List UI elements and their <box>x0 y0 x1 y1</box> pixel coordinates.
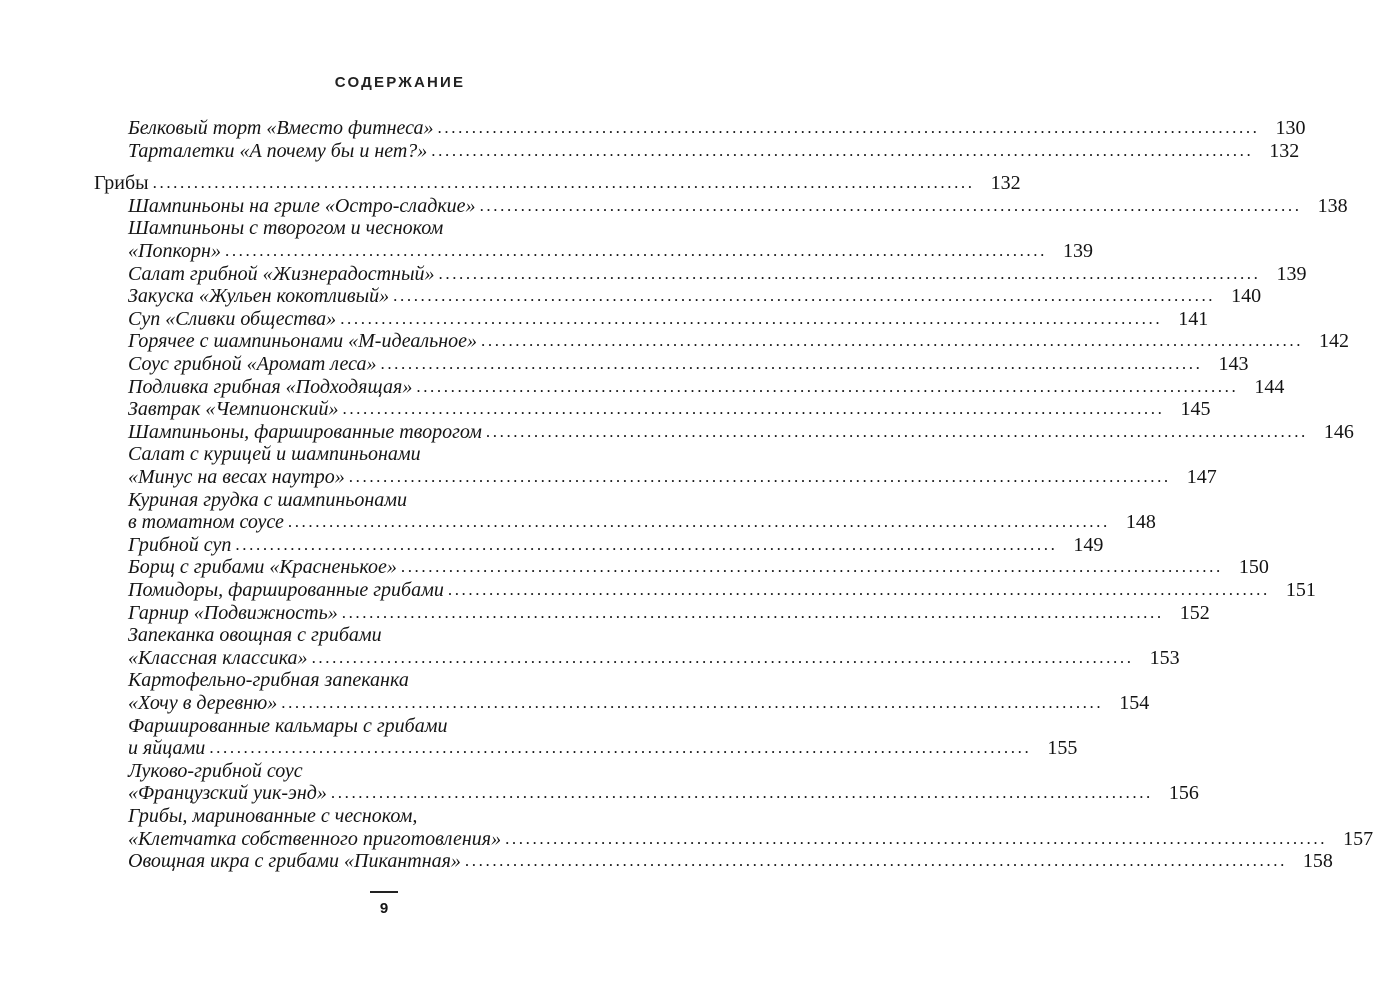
toc-entry-title: Шампиньоны на гриле «Остро-сладкие» <box>128 194 476 217</box>
dot-leader: ........................................................................................................................ <box>464 851 1287 871</box>
dot-leader: ........................................................................................................................ <box>431 140 1254 160</box>
toc-entry[interactable] <box>128 375 1285 398</box>
toc-entry[interactable] <box>128 827 1373 850</box>
toc-entry-title: Соус грибной «Аромат леса» <box>128 353 377 375</box>
dot-leader: ........................................................................................................................ <box>342 399 1165 419</box>
dot-leader: ........................................................................................................................ <box>341 602 1164 622</box>
toc-entry[interactable] <box>128 511 1156 534</box>
dot-leader: ........................................................................................................................ <box>437 118 1260 137</box>
dot-leader: ........................................................................................................................ <box>224 241 1047 260</box>
toc-page-number: 155 <box>1047 737 1078 760</box>
toc-page-number: 158 <box>1302 850 1333 873</box>
toc-page-number: 130 <box>1275 117 1306 139</box>
dot-leader: ........................................................................................................................ <box>400 557 1223 577</box>
toc-entry[interactable] <box>128 240 1093 262</box>
dot-leader: ........................................................................................................................ <box>447 580 1270 599</box>
toc-entry-title: Гарнир «Подвижность» <box>128 601 338 624</box>
toc-entry[interactable] <box>128 307 1209 330</box>
toc-page-number: 149 <box>1073 533 1104 556</box>
toc-entry-title: Завтрак «Чемпионский» <box>128 398 339 421</box>
toc-entry[interactable] <box>128 556 1269 579</box>
toc-entry-title: «Минус на весах наутро» <box>128 466 345 488</box>
toc-page-number: 141 <box>1178 307 1209 330</box>
toc-entry[interactable] <box>128 601 1210 624</box>
toc-entry[interactable] <box>128 692 1150 714</box>
footer-rule <box>370 891 398 893</box>
toc-page-number: 152 <box>1179 601 1210 624</box>
toc-page-number: 132 <box>1269 139 1300 162</box>
toc-entry[interactable] <box>128 398 1211 421</box>
dot-leader: ........................................................................................................................ <box>380 354 1203 373</box>
toc-entry-title: Подливка грибная «Подходящая» <box>128 375 413 398</box>
toc-page-number: 144 <box>1254 375 1285 398</box>
toc-entry-line: Фаршированные кальмары с грибами <box>128 714 448 737</box>
toc-page-number: 153 <box>1149 646 1180 669</box>
toc-page-number: 150 <box>1238 556 1269 579</box>
toc-page-number: 143 <box>1218 353 1249 375</box>
toc-page-number: 140 <box>1231 285 1262 308</box>
toc-entry-title: Борщ с грибами «Красненькое» <box>128 556 397 579</box>
dot-leader: ........................................................................................................................ <box>311 647 1134 667</box>
toc-entry-title: «Попкорн» <box>128 240 221 262</box>
toc-entry[interactable] <box>128 330 1350 353</box>
toc-page-number: 132 <box>990 172 1021 195</box>
toc-entry[interactable] <box>128 646 1180 669</box>
toc-entry[interactable] <box>128 285 1262 308</box>
toc-entry-line: Куриная грудка с шампиньонами <box>128 488 408 511</box>
toc-page-number: 154 <box>1119 692 1150 714</box>
toc-entry-title: «Французский уик-энд» <box>128 782 327 805</box>
dot-leader: ........................................................................................................................ <box>340 308 1163 328</box>
toc-entry[interactable] <box>128 579 1316 601</box>
toc-entry-title: в томатном соусе <box>128 511 284 534</box>
toc-page-number: 156 <box>1168 782 1199 805</box>
toc-entry[interactable] <box>128 194 1348 217</box>
toc-entry-title: и яйцами <box>128 737 206 760</box>
dot-leader: ........................................................................................................................ <box>505 828 1328 848</box>
dot-leader: ........................................................................................................................ <box>281 693 1104 712</box>
toc-entry-line: Запеканка овощная с грибами <box>128 624 382 647</box>
toc-entry-title: Закуска «Жульен кокотливый» <box>128 285 390 308</box>
dot-leader: ........................................................................................................................ <box>330 783 1153 803</box>
toc-page-number: 145 <box>1180 398 1211 421</box>
toc-entry[interactable] <box>128 466 1217 488</box>
toc-page-number: 148 <box>1125 511 1156 534</box>
toc-entry-title: Шампиньоны, фаршированные творогом <box>128 420 482 443</box>
toc-heading: СОДЕРЖАНИЕ <box>334 74 466 91</box>
dot-leader: ........................................................................................................................ <box>481 331 1304 351</box>
dot-leader: ........................................................................................................................ <box>235 534 1058 554</box>
toc-entry-line: Картофельно-грибная запеканка <box>128 669 409 692</box>
dot-leader: ........................................................................................................................ <box>209 738 1032 758</box>
toc-page-number: 151 <box>1285 579 1316 601</box>
toc-page-number: 138 <box>1317 194 1348 217</box>
toc-entry-line: Салат с курицей и шампиньонами <box>128 443 421 466</box>
toc-entry-title: Горячее с шампиньонами «М-идеальное» <box>128 330 478 353</box>
toc-entry-title: «Хочу в деревню» <box>128 692 278 714</box>
toc-page-number: 146 <box>1323 420 1354 443</box>
dot-leader: ........................................................................................................................ <box>152 173 975 193</box>
dot-leader: ........................................................................................................................ <box>438 263 1261 283</box>
toc-entry-title: Тарталетки «А почему бы и нет?» <box>128 139 428 162</box>
toc-entry-title: Белковый торт «Вместо фитнеса» <box>128 117 434 139</box>
toc-entry[interactable] <box>128 117 1306 139</box>
toc-entry[interactable] <box>128 737 1078 760</box>
dot-leader: ........................................................................................................................ <box>393 286 1216 306</box>
toc-entry-line: Шампиньоны с творогом и чесноком <box>128 217 444 240</box>
toc-entry-title: «Клетчатка собственного приготовления» <box>128 827 502 850</box>
toc-entry-title: Грибы <box>94 172 149 195</box>
toc-page-number: 147 <box>1186 466 1217 488</box>
toc-entry-line: Грибы, маринованные с чесноком, <box>128 805 418 827</box>
toc-entry[interactable] <box>128 262 1307 285</box>
toc-entry-title: Овощная икра с грибами «Пикантная» <box>128 850 461 873</box>
toc-page-number: 139 <box>1276 262 1307 285</box>
toc-entry-title: Помидоры, фаршированные грибами <box>128 579 444 601</box>
page-number: 9 <box>379 900 389 917</box>
toc-entry-title: «Классная классика» <box>128 646 308 669</box>
dot-leader: ........................................................................................................................ <box>287 512 1110 532</box>
toc-entry[interactable] <box>128 420 1354 443</box>
toc-entry-title: Суп «Сливки общества» <box>128 307 337 330</box>
toc-entry-title: Грибной суп <box>128 533 232 556</box>
dot-leader: ........................................................................................................................ <box>479 195 1302 215</box>
dot-leader: ........................................................................................................................ <box>416 376 1239 396</box>
toc-page-number: 142 <box>1319 330 1350 353</box>
toc-entry[interactable] <box>128 139 1300 162</box>
dot-leader: ........................................................................................................................ <box>485 421 1308 441</box>
toc-entry-title: Салат грибной «Жизнерадостный» <box>128 262 435 285</box>
toc-section[interactable] <box>94 172 1021 195</box>
toc-entry[interactable] <box>128 353 1249 375</box>
toc-page-number: 139 <box>1062 240 1093 262</box>
dot-leader: ........................................................................................................................ <box>348 467 1171 486</box>
toc-entry[interactable] <box>128 782 1199 805</box>
toc-page-number: 157 <box>1343 827 1373 850</box>
toc-entry[interactable] <box>128 533 1104 556</box>
toc-entry-line: Луково-грибной соус <box>128 759 303 782</box>
toc-entry[interactable] <box>128 850 1333 873</box>
